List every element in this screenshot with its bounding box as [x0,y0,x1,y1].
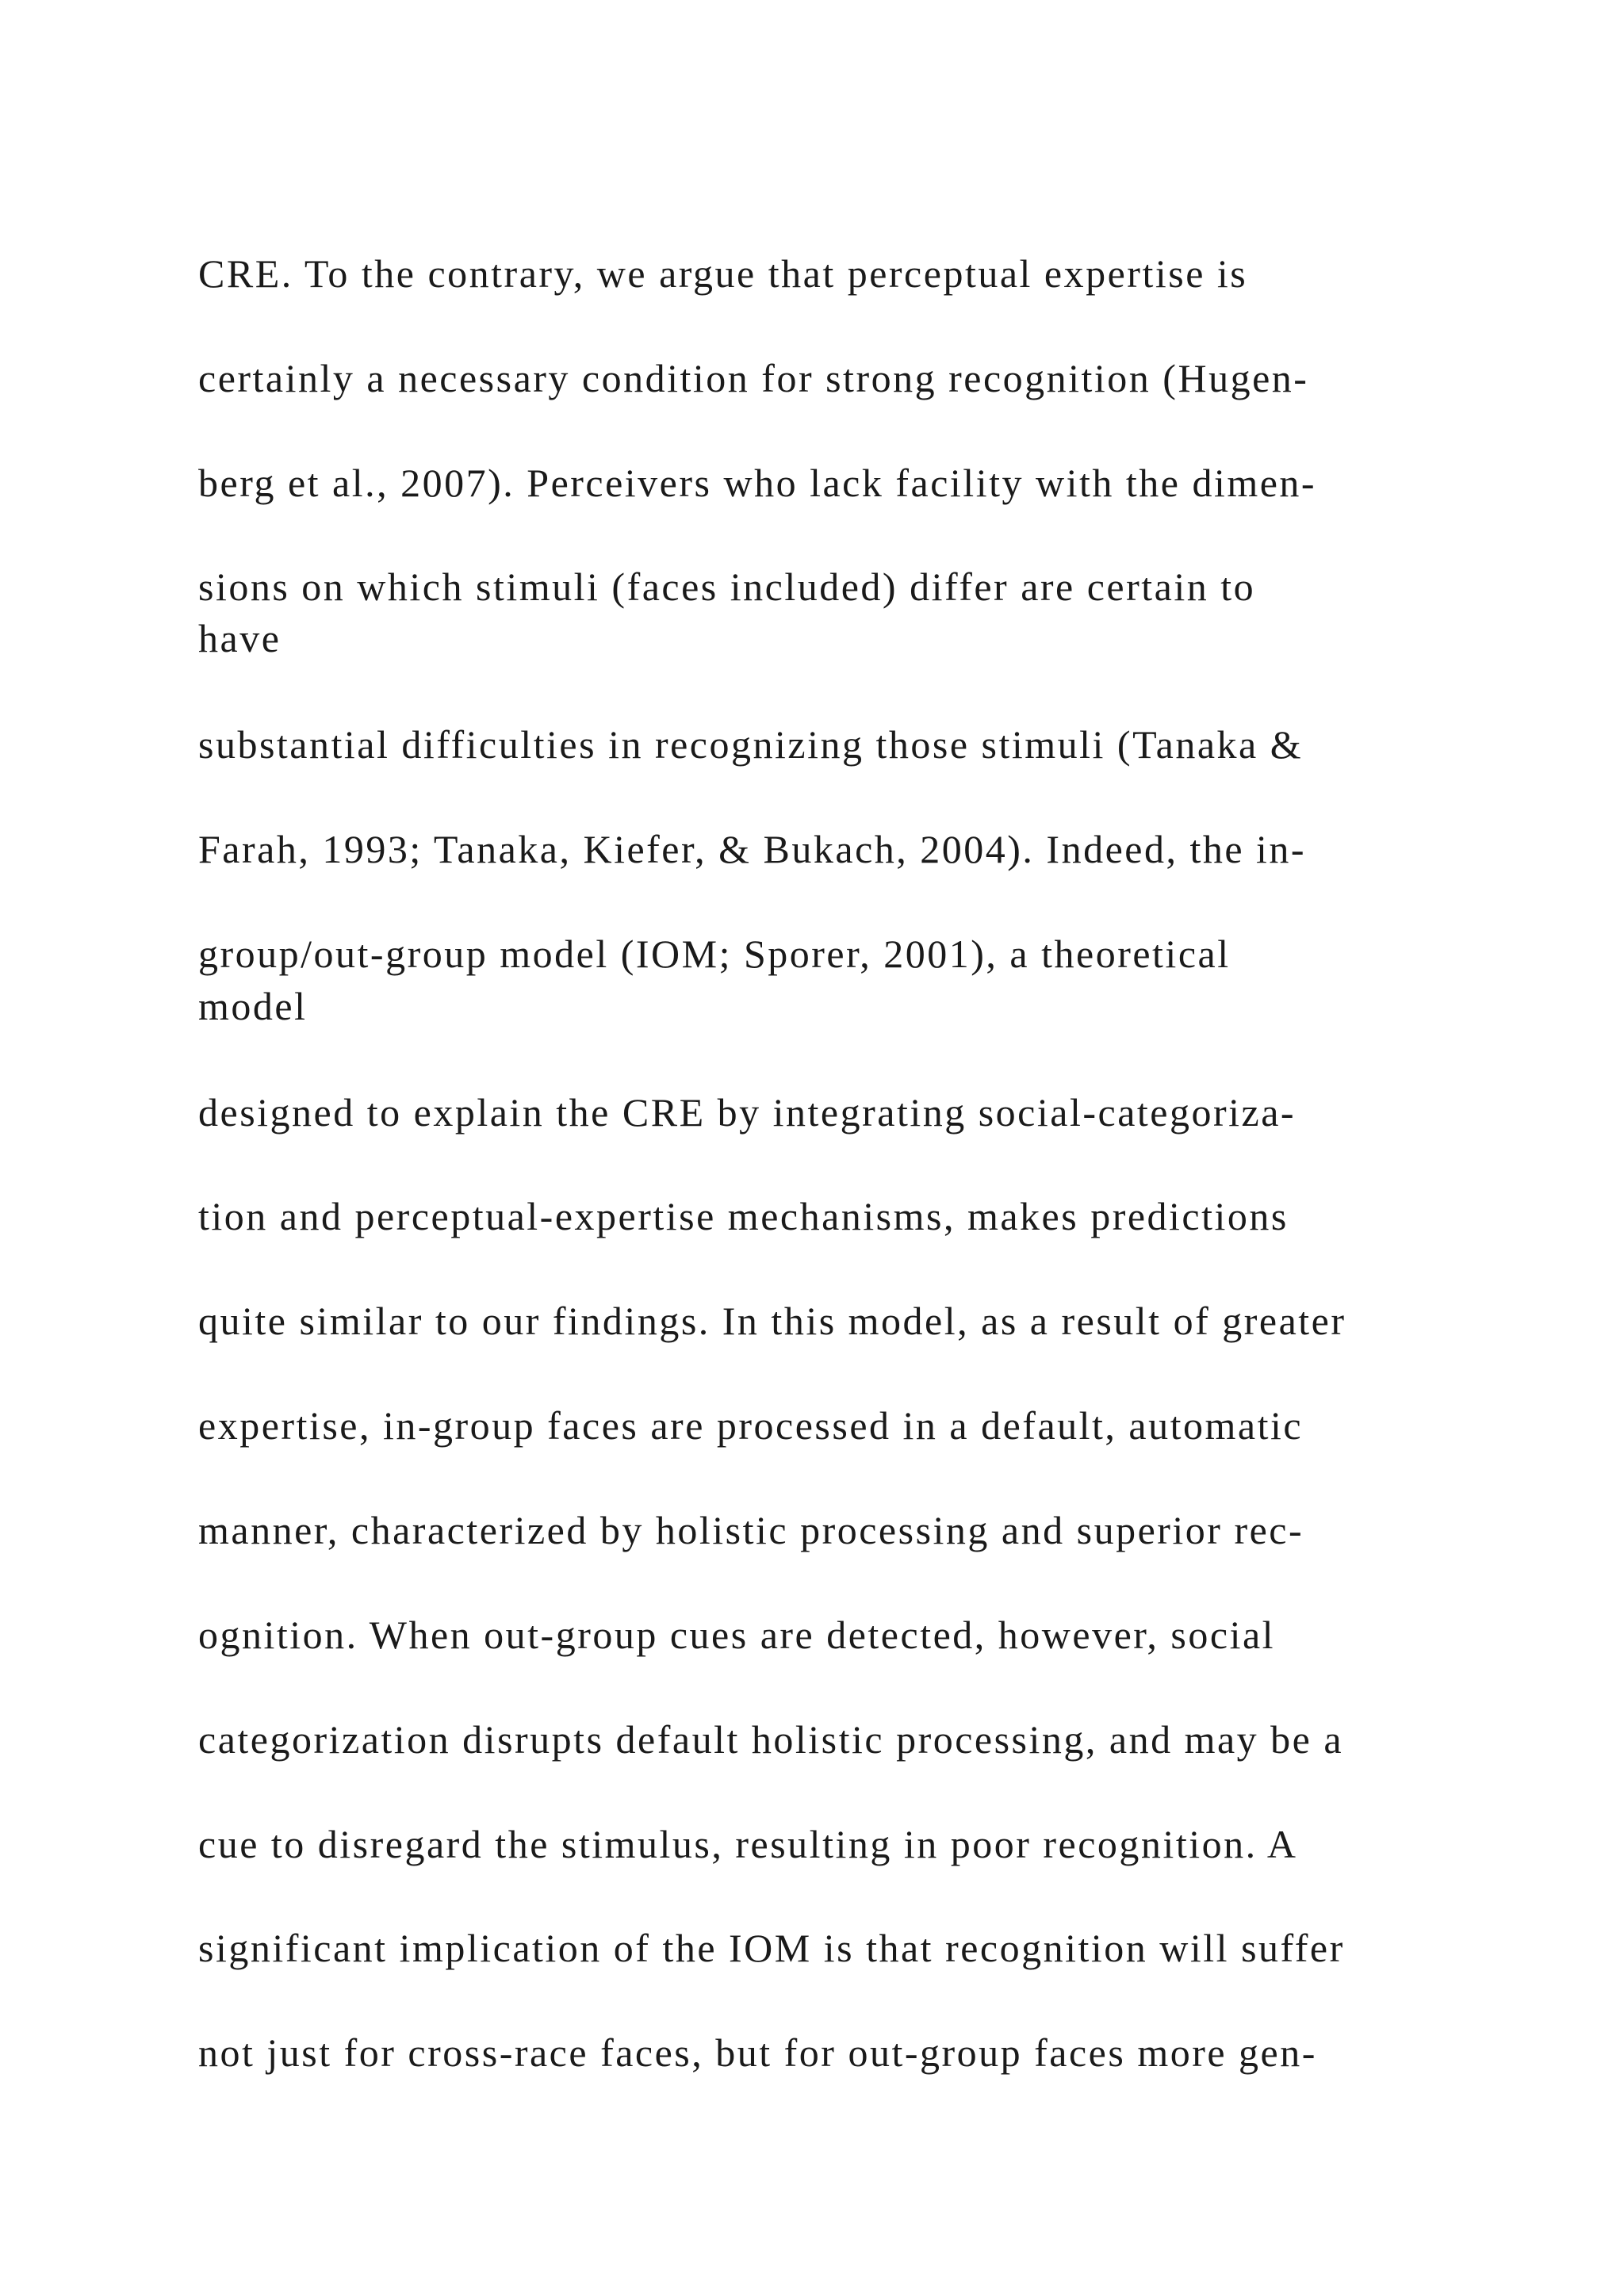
text-line: certainly a necessary condition for strong recognition (Hugen- [198,356,1309,400]
text-line: sions on which stimuli (faces included) differ are certain to [198,564,1256,609]
text-line: cue to disregard the stimulus, resulting in poor recognition. A [198,1822,1298,1866]
text-line: expertise, in-group faces are processed in a default, automatic [198,1403,1304,1448]
text-line: ognition. When out-group cues are detected, however, social [198,1613,1276,1657]
text-line: categorization disrupts default holistic processing, and may be a [198,1717,1344,1762]
text-line: manner, characterized by holistic processing and superior rec- [198,1508,1304,1552]
text-line: significant implication of the IOM is that recognition will suffer [198,1926,1345,1970]
text-line: substantial difficulties in recognizing those stimuli (Tanaka & [198,722,1304,767]
text-line: CRE. To the contrary, we argue that perceptual expertise is [198,251,1248,296]
text-line: quite similar to our findings. In this model, as a result of greater [198,1299,1346,1343]
text-line: tion and perceptual-expertise mechanisms, makes predictions [198,1194,1289,1238]
text-line: have [198,616,282,660]
text-line: berg et al., 2007). Perceivers who lack facility with the dimen- [198,461,1317,505]
text-line: group/out-group model (IOM; Sporer, 2001), a theoretical [198,932,1231,976]
text-line: model [198,984,308,1028]
text-line: Farah, 1993; Tanaka, Kiefer, & Bukach, 2004). Indeed, the in- [198,827,1307,871]
text-line: designed to explain the CRE by integrating social-categoriza- [198,1090,1297,1135]
text-line: not just for cross-race faces, but for out-group faces more gen- [198,2030,1317,2075]
